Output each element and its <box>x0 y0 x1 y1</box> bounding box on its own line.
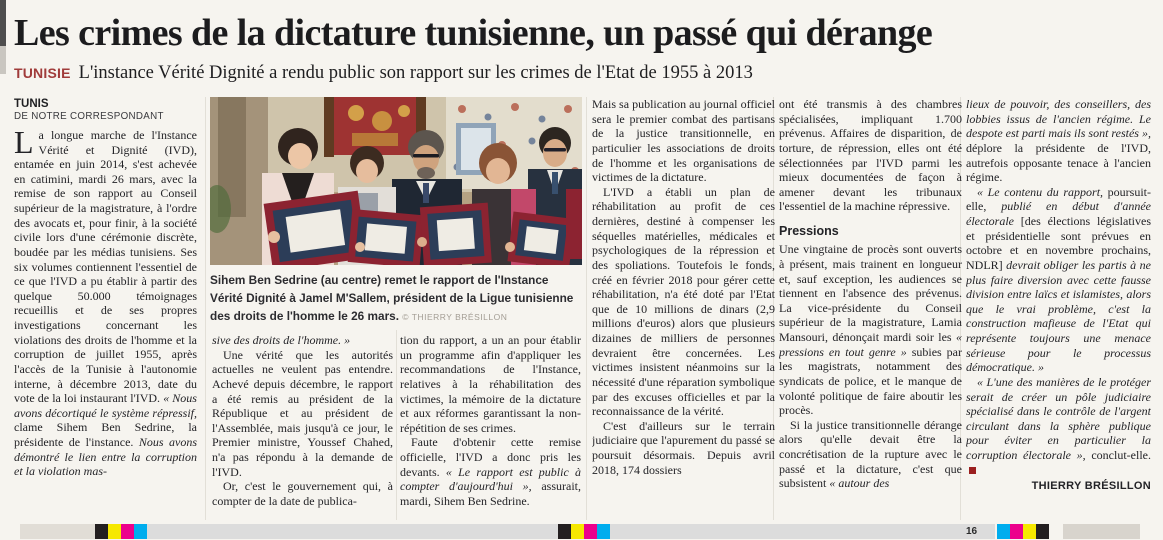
body-text: a longue marche de l'Instance Vérité et Dignité (IVD), entamée en juin 2014, s'est achevée en catimini, mardi 26 mars, avec la remise de son rapport au Conseil supérieur de la magistrature, à l'ordre des avocats et, pour finir, à la société civile lors d'une cérémonie discrète, boudée par les médias tunisiens. Ses six volumes contiennent l'essentiel de ce que l'IVD a pu établir à partir des quelque 50.000 témoignages recueillis et de ses propres investigations concernant les violations des droits de l'homme et la corruption de juillet 1955, après l'accès de la Tunisie à l'autonomie interne, à décembre 2013, date du vote de la loi instaurant l'IVD. <box>14 127 197 406</box>
cmyk-patch-magenta <box>584 524 597 539</box>
section-subhead-pressions: Pressions <box>779 224 839 238</box>
photo-caption-block <box>210 271 582 325</box>
print-bar-segment <box>20 524 95 539</box>
scan-edge-strip-light <box>0 46 6 74</box>
body-text: subies par les magistrats, notamment des syndicats de police, et le manque de volonté politique de faire aboutir les procès. <box>779 344 962 418</box>
paragraph <box>14 123 197 479</box>
print-bar-segment <box>1063 524 1140 539</box>
body-text: Une vingtaine de procès sont ouverts à présent, mais trainent en longueur et, sauf exception, les audiences se tiennent en l'absence des prévenus. La vice-présidente du Conseil supérieur de la magistrature, Lamia Mansouri, dénonçait mardi soir les <box>779 242 962 344</box>
quote-text: devrait obliger les partis à ne plus faire diversion avec cette fausse division entre laïcs et islamistes, alors que le vrai problème, c'est la construction mafieuse de l'Etat qui représente toujours une menace sérieuse pour le processus démocratique. » <box>966 257 1151 375</box>
body-text: [des élections législatives et présidentielle sont prévues en octobre et en novembre prochains, NDLR] <box>966 214 1151 272</box>
quote-text: publié en début d'année électorale <box>966 199 1151 228</box>
page-number: 16 <box>966 526 978 537</box>
paragraph <box>779 242 962 418</box>
end-of-article-marker <box>969 467 976 474</box>
paragraph <box>966 185 1151 375</box>
paragraph <box>966 375 1151 477</box>
paragraph: tion du rapport, a un an pour établir un programme afin d'appliquer les recommandations de l'Instance, relatives à la réhabilitation des victimes, la mémoire de la dictature et aux réformes garantissant la non-répétition de ses crimes. <box>400 333 581 435</box>
cmyk-patch-cyan <box>134 524 147 539</box>
paragraph: Une vérité que les autorités actuelles ne veulent pas entendre. Achevé depuis décembre, le rapport a été remis au président de la République et au président de l'Assemblée, mais jusqu'à ce jour, le Premier ministre, Youssef Chahed, n'a pas répondu à la demande de l'IVD. <box>212 347 393 479</box>
quote-text: « Nous avons décortiqué le système répressif, <box>14 391 197 420</box>
cmyk-patch-cyan <box>997 524 1010 539</box>
drop-cap: L <box>14 123 34 160</box>
article-column-1 <box>14 97 197 522</box>
dateline-city: TUNIS <box>14 98 49 110</box>
article-column-2 <box>212 333 393 522</box>
column-rule <box>396 330 397 520</box>
paragraph <box>779 418 962 491</box>
cmyk-patch-black <box>1036 524 1049 539</box>
deck <box>14 63 753 84</box>
article-column-4 <box>592 97 775 522</box>
print-color-bar <box>0 524 1163 539</box>
body-text: Faute d'obtenir cette remise officielle, l'IVD a donc pris les devants. <box>400 435 581 479</box>
paragraph: ont été transmis à des chambres spécialisées, impliquant 1.700 prévenus. Affaires de disparition, de torture, de répression, elles ont été sélectionnées par l'IVD parmi les mieux documentées de façon à amener devant les tribunaux l'essentiel de la machine répressive. <box>779 97 962 214</box>
quote-text: « L'une des manières de le protéger serait de créer un pôle judiciaire spécialisé dans le contrôle de l'argent circulant dans la sphère publique pour éviter en particulier la corruption électorale », <box>966 374 1151 462</box>
photo-illustration <box>210 97 582 265</box>
scan-edge-strip-dark <box>0 0 6 46</box>
quote-text: « Le contenu du rapport, <box>977 184 1108 199</box>
body-text: déplore la présidente de l'IVD, autrefois opposante tenace à l'ancien régime. <box>966 140 1151 185</box>
paragraph: L'IVD a établi un plan de réhabilitation au profit de ces dernières, destiné à compenser les séquelles matérielles, médicales et psychologiques de la répression et des spoliations. Toutefois le fonds, créé en février 2018 pour gérer cette réhabilitation, n'a été doté par l'Etat que de 10 millions de dinars (2,9 millions d'euros) alors que plusieurs dizaines de milliers de personnes devraient être concernées. Les victimes insistent néanmoins sur la nécessité d'une réparation symbolique par des excuses officielles et par la reconnaissance de la vérité. <box>592 184 775 419</box>
cmyk-patch-yellow <box>108 524 121 539</box>
kicker-label: TUNISIE <box>14 65 71 81</box>
cmyk-patch-black <box>95 524 108 539</box>
cmyk-patch-yellow <box>1023 524 1036 539</box>
body-text: Si la justice transitionnelle dérange alors qu'elle devait être la concrétisation de la rupture avec le passé et la dictature, c'est que subsistent <box>779 417 962 491</box>
quote-text: « Le rapport est public à compter d'aujourd'hui », <box>400 464 581 494</box>
cmyk-patch-magenta <box>1010 524 1023 539</box>
quote-text: sive des droits de l'homme. » <box>212 333 351 347</box>
author-byline: THIERRY BRÉSILLON <box>1031 480 1151 493</box>
paragraph <box>212 333 393 348</box>
article-photo <box>210 97 582 265</box>
paragraph: C'est d'ailleurs sur le terrain judiciaire que l'apurement du passé se poursuit désormais. Depuis avril 2018, 174 dossiers <box>592 418 775 477</box>
print-bar-segment <box>147 524 558 539</box>
correspondent-role: DE NOTRE CORRESPONDANT <box>14 111 164 123</box>
column-rule <box>586 97 587 520</box>
subheadline: L'instance Vérité Dignité a rendu public son rapport sur les crimes de l'Etat de 1955 à 2013 <box>78 63 753 83</box>
headline: Les crimes de la dictature tunisienne, un passé qui dérange <box>14 12 933 54</box>
article-column-3 <box>400 333 581 522</box>
print-bar-segment <box>610 524 995 539</box>
column-rule <box>205 97 206 520</box>
paragraph: Mais sa publication au journal officiel sera le premier combat des partisans de la justice transitionnelle, en particulier les associations de droits de l'homme et les organisations de victimes de la dictature. <box>592 97 775 185</box>
paragraph <box>966 97 1151 185</box>
photo-caption: Sihem Ben Sedrine (au centre) remet le rapport de l'Instance Vérité Dignité à Jamel M'Sallem, président de la Ligue tunisienne des droits de l'homme le 26 mars. <box>210 273 574 323</box>
paragraph <box>400 435 581 508</box>
body-text: poursuit-elle, <box>966 184 1151 214</box>
paragraph: Or, c'est le gouvernement qui, à compter de la date de publica- <box>212 479 393 508</box>
quote-text: Nous avons démontré le lien entre la corruption et la violation mas- <box>14 435 197 479</box>
quote-text: « autour des <box>829 476 890 491</box>
cmyk-patch-black <box>558 524 571 539</box>
quote-text: lieux de pouvoir, des conseillers, des lobbies issus de l'ancien régime. Le despote est parti mais ils sont restés », <box>966 97 1151 141</box>
cmyk-patch-cyan <box>597 524 610 539</box>
photo-credit: © THIERRY BRÉSILLON <box>402 312 508 322</box>
article-column-6 <box>966 97 1151 522</box>
cmyk-patch-magenta <box>121 524 134 539</box>
body-text: assurait, mardi, Sihem Ben Sedrine. <box>400 479 581 508</box>
article-column-5 <box>779 97 962 522</box>
quote-text: « pressions en tout genre » <box>779 330 962 359</box>
body-text: conclut-elle. <box>1091 448 1151 462</box>
body-text: clame Sihem Ben Sedrine, la présidente de l'instance. <box>14 420 197 450</box>
cmyk-patch-yellow <box>571 524 584 539</box>
